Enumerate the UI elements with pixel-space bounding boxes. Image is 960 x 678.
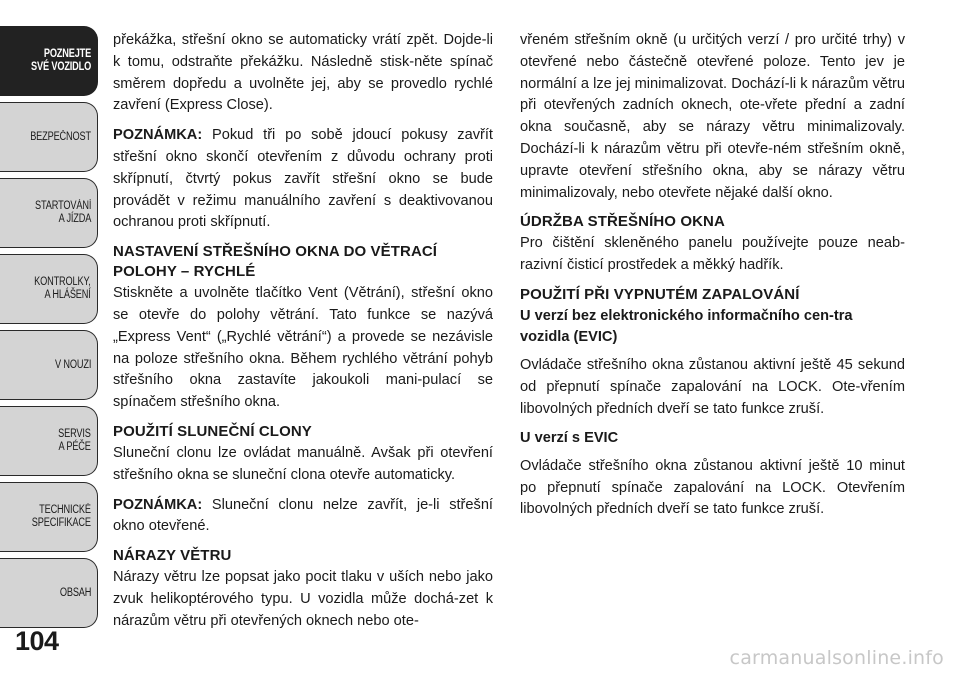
paragraph: Ovládače střešního okna zůstanou aktivní ještě 10 minut po přepnutí spínače zapalování na LOCK. Otevřením libovolných předních dveří se tato funkce zruší.: [520, 457, 905, 518]
note-text: Sluneční clonu nelze zavřít, je-li střešní okno otevřené.: [113, 496, 493, 535]
note-label: POZNÁMKA:: [113, 496, 203, 513]
paragraph: Ovládače střešního okna zůstanou aktivní ještě 45 sekund od přepnutí spínače zapalování na LOCK. Ote-vřením libovolných předních dveří se tato funkce zruší.: [520, 356, 905, 417]
tab-label: STARTOVÁNÍ A JÍZDA: [34, 200, 91, 225]
tab-kontrolky[interactable]: [0, 254, 98, 324]
paragraph: vřeném střešním okně (u určitých verzí / pro určité trhy) v otevřené nebo částečně otevřené poloze. Tento jev je normální a lze jej minimalizovat. Dochází-li k nárazům větru při otevřených zadních oknech, ote-vřete přední a zadní okna současně, aby se nárazy větru minimalizovaly. Dochází-li k nárazům větru při otevře-ném střešním okně, upravte otevření střešního okna, aby se nárazy větru minimalizovaly, nebo otevřete nějaké další okno.: [520, 32, 905, 201]
watermark: carmanualsonline.info: [729, 647, 944, 669]
paragraph: Stiskněte a uvolněte tlačítko Vent (Větrání), střešní okno se otevře do polohy větrání. Tato funkce se nazývá „Express Vent“ („Rychlé větrání“) a provede se nezávisle na poloze střešního okna. Během rychlého větrání pohyb střešního okna zastavíte jakoukoli mani-pulací se spínačem střešního okna.: [113, 285, 493, 411]
section-heading: NÁRAZY VĚTRU: [113, 547, 232, 565]
tab-bezpecnost[interactable]: [0, 102, 98, 172]
tab-label: TECHNICKÉ SPECIFIKACE: [31, 504, 91, 529]
page-number: 104: [15, 626, 59, 656]
tab-poznejte-sve-vozidlo[interactable]: [0, 26, 98, 96]
tab-label: KONTROLKY, A HLÁŠENÍ: [34, 276, 91, 301]
section-heading: ÚDRŽBA STŘEŠNÍHO OKNA: [520, 213, 725, 231]
left-column: [113, 30, 493, 641]
tab-label: BEZPEČNOST: [30, 130, 91, 143]
note: [113, 125, 493, 234]
tab-startovani-a-jizda[interactable]: [0, 178, 98, 248]
tab-obsah[interactable]: [0, 558, 98, 628]
tab-label: SERVIS A PÉČE: [58, 428, 91, 453]
section-heading: POUŽITÍ SLUNEČNÍ CLONY: [113, 422, 312, 440]
subheading: U verzí bez elektronického informačního cen-tra vozidla (EVIC): [520, 307, 853, 346]
tab-label: POZNEJTE SVÉ VOZIDLO: [30, 48, 91, 73]
tab-servis-a-pece[interactable]: [0, 406, 98, 476]
tab-technicke-specifikace[interactable]: [0, 482, 98, 552]
paragraph: Sluneční clonu lze ovládat manuálně. Avšak při otevření střešního okna se sluneční clona otevře automaticky.: [113, 444, 493, 483]
note-text: Pokud tři po sobě jdoucí pokusy zavřít střešní okno skončí otevřením z důvodu ochrany proti skřípnutí, čtvrtý pokus zavřít střešní okno se bude provádět v režimu manuálního zavření s deaktivovanou ochranou proti skřípnutí.: [113, 127, 493, 231]
section-heading: NASTAVENÍ STŘEŠNÍHO OKNA DO VĚTRACÍ POLOHY – RYCHLÉ: [113, 243, 438, 281]
section-heading: POUŽITÍ PŘI VYPNUTÉM ZAPALOVÁNÍ: [520, 285, 800, 303]
note-label: POZNÁMKA:: [113, 127, 203, 144]
tab-label: V NOUZI: [54, 358, 91, 371]
note: [113, 495, 493, 539]
right-column: [520, 30, 905, 529]
paragraph: překážka, střešní okno se automaticky vrátí zpět. Dojde-li k tomu, odstraňte překážku. Následně stisk-něte spínač směrem dopředu a uvolněte jej, aby se provedlo rychlé zavření (Express Close).: [113, 32, 493, 114]
tab-label: OBSAH: [59, 586, 91, 599]
paragraph: Pro čištění skleněného panelu používejte pouze neab-razivní čisticí prostředek a měkký hadřík.: [520, 235, 905, 274]
tab-v-nouzi[interactable]: [0, 330, 98, 400]
paragraph: Nárazy větru lze popsat jako pocit tlaku v uších nebo jako zvuk helikoptérového typu. U vozidla může dochá-zet k nárazům větru při otevřených oknech nebo ote-: [113, 569, 493, 629]
subheading: U verzí s EVIC: [520, 430, 619, 447]
